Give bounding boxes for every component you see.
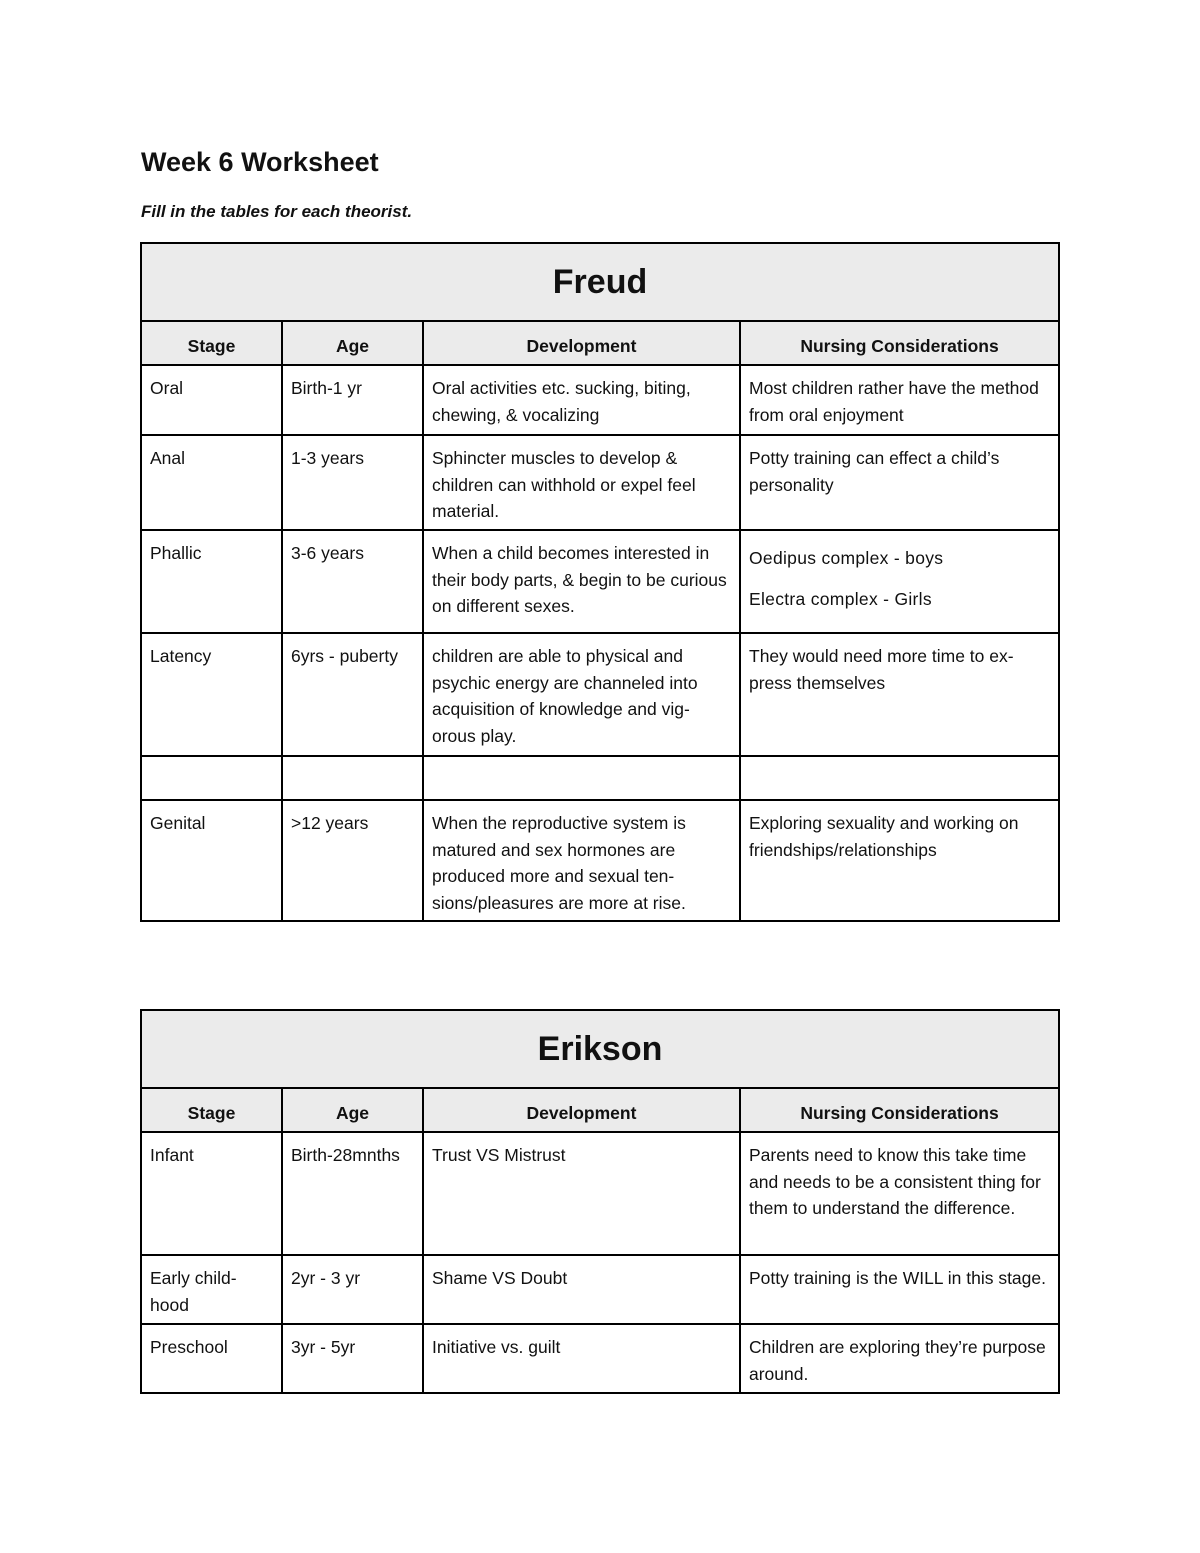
column-header-age: Age	[282, 1088, 423, 1132]
column-header-nursing: Nursing Considerations	[740, 321, 1059, 365]
age-cell: Birth-1 yr	[282, 365, 423, 435]
page-title: Week 6 Worksheet	[141, 147, 379, 177]
age-cell: 2yr - 3 yr	[282, 1255, 423, 1324]
development-cell	[423, 756, 740, 800]
development-cell: When a child becomes interested in their body parts, & begin to be curious on different sexes.	[423, 530, 740, 633]
erikson-column-headers	[141, 1088, 1059, 1132]
table-row	[141, 633, 1059, 756]
age-cell: 3yr - 5yr	[282, 1324, 423, 1393]
development-cell: Trust VS Mistrust	[423, 1132, 740, 1255]
column-header-stage: Stage	[141, 321, 282, 365]
age-cell: 3-6 years	[282, 530, 423, 633]
stage-cell: Phallic	[141, 530, 282, 633]
column-header-development: Development	[423, 321, 740, 365]
column-header-development: Development	[423, 1088, 740, 1132]
nursing-cell: Potty training can effect a child’s personality	[740, 435, 1059, 530]
column-header-stage: Stage	[141, 1088, 282, 1132]
nursing-cell: Children are exploring they’re purpose around.	[740, 1324, 1059, 1393]
erikson-heading-row	[141, 1010, 1059, 1088]
oedipus-complex-note: Oedipus complex - boys	[749, 548, 944, 568]
nursing-cell	[740, 756, 1059, 800]
table-row-empty	[141, 756, 1059, 800]
development-cell: Oral activities etc. sucking, biting, chewing, & vocalizing	[423, 365, 740, 435]
table-row	[141, 435, 1059, 530]
nursing-cell: Parents need to know this take time and needs to be a consistent thing for them to understand the difference.	[740, 1132, 1059, 1255]
age-cell: 1-3 years	[282, 435, 423, 530]
freud-table	[140, 242, 1060, 922]
column-header-nursing: Nursing Considerations	[740, 1088, 1059, 1132]
instructions: Fill in the tables for each theorist.	[141, 202, 413, 221]
freud-heading-row	[141, 243, 1059, 321]
freud-heading: Freud	[141, 243, 1059, 321]
development-cell: Shame VS Doubt	[423, 1255, 740, 1324]
electra-complex-note: Electra complex - Girls	[749, 588, 932, 609]
nursing-cell: Potty training is the WILL in this stage.	[740, 1255, 1059, 1324]
age-cell: >12 years	[282, 800, 423, 921]
age-cell: Birth-28mnths	[282, 1132, 423, 1255]
stage-cell: Genital	[141, 800, 282, 921]
nursing-cell: Most children rather have the method from oral enjoyment	[740, 365, 1059, 435]
stage-cell: Latency	[141, 633, 282, 756]
table-row	[141, 1132, 1059, 1255]
nursing-cell: Exploring sexuality and working on friendships/relationships	[740, 800, 1059, 921]
nursing-cell	[740, 530, 1059, 633]
stage-cell: Oral	[141, 365, 282, 435]
table-row	[141, 1324, 1059, 1393]
table-row	[141, 365, 1059, 435]
stage-cell	[141, 756, 282, 800]
development-cell: Sphincter muscles to develop & children can withhold or expel feel material.	[423, 435, 740, 530]
age-cell: 6yrs - puberty	[282, 633, 423, 756]
development-cell: When the reproductive system is matured and sex hormones are produced more and sexual ten-sions/pleasures are more at rise.	[423, 800, 740, 921]
age-cell	[282, 756, 423, 800]
stage-cell: Preschool	[141, 1324, 282, 1393]
table-row	[141, 530, 1059, 633]
stage-cell: Anal	[141, 435, 282, 530]
table-row	[141, 800, 1059, 921]
stage-cell: Early child-hood	[141, 1255, 282, 1324]
erikson-heading: Erikson	[141, 1010, 1059, 1088]
development-cell: children are able to physical and psychic energy are channeled into acquisition of knowledge and vig-orous play.	[423, 633, 740, 756]
erikson-table	[140, 1009, 1060, 1394]
development-cell: Initiative vs. guilt	[423, 1324, 740, 1393]
column-header-age: Age	[282, 321, 423, 365]
table-row	[141, 1255, 1059, 1324]
nursing-cell: They would need more time to ex-press themselves	[740, 633, 1059, 756]
stage-cell: Infant	[141, 1132, 282, 1255]
freud-column-headers	[141, 321, 1059, 365]
